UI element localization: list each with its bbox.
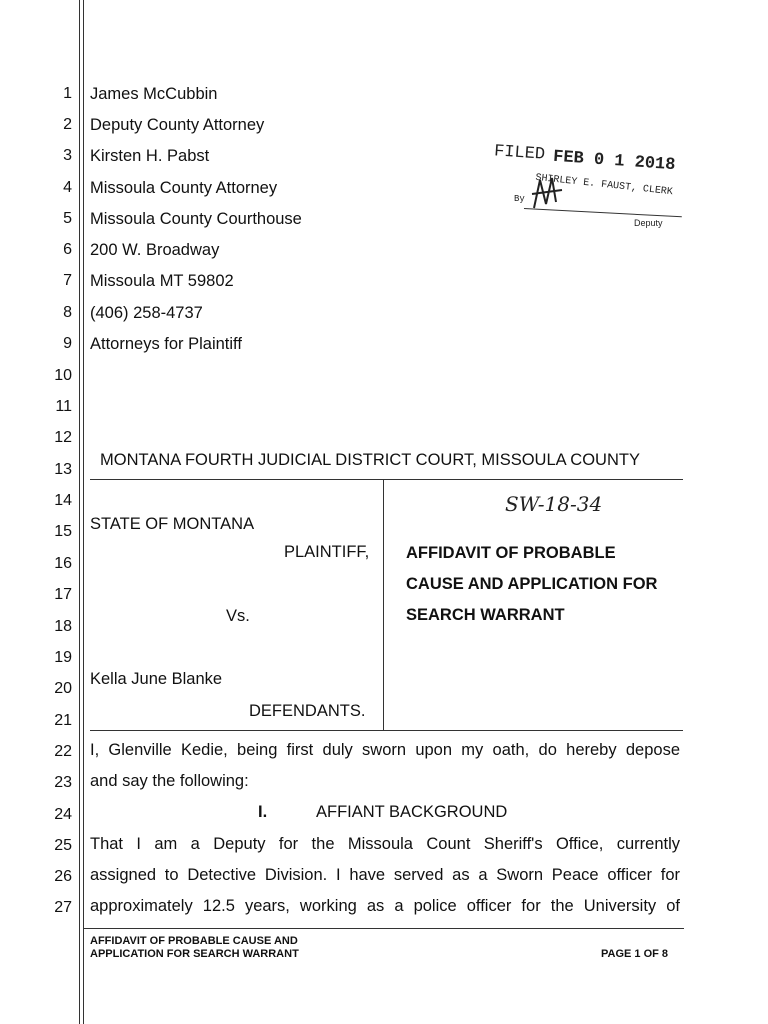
attorney-line: Missoula MT 59802 <box>90 272 234 290</box>
attorney-line: 200 W. Broadway <box>90 241 220 259</box>
line-number: 13 <box>54 461 72 478</box>
line-number: 24 <box>54 806 72 823</box>
line-number: 27 <box>54 899 72 916</box>
section-number: I. <box>258 803 268 821</box>
filed-stamp-deputy: Deputy <box>634 218 663 228</box>
line-number: 23 <box>54 774 72 791</box>
body-line: approximately 12.5 years, working as a police officer for the University of <box>90 897 680 915</box>
body-line: and say the following: <box>90 772 249 790</box>
attorney-line: Deputy County Attorney <box>90 116 265 134</box>
line-number: 8 <box>63 304 72 321</box>
line-number: 6 <box>63 241 72 258</box>
footer-page-number: PAGE 1 OF 8 <box>601 948 669 960</box>
attorney-line: (406) 258-4737 <box>90 304 203 322</box>
case-number-handwritten: SW-18-34 <box>505 492 603 516</box>
caption-bottom-line <box>90 730 683 731</box>
line-number: 25 <box>54 837 72 854</box>
line-number: 19 <box>54 649 72 666</box>
doc-title-line: SEARCH WARRANT <box>406 606 565 624</box>
attorney-line: James McCubbin <box>90 85 218 103</box>
filed-stamp-by: By <box>514 194 525 204</box>
line-number: 18 <box>54 618 72 635</box>
attorney-line: Missoula County Attorney <box>90 179 278 197</box>
filed-stamp-date: FEB 0 1 2018 <box>552 147 676 176</box>
section-title: AFFIANT BACKGROUND <box>316 803 508 821</box>
line-number: 22 <box>54 743 72 760</box>
left-margin-line <box>79 0 80 1024</box>
court-title: MONTANA FOURTH JUDICIAL DISTRICT COURT, MISSOULA COUNTY <box>100 451 640 469</box>
footer-title-line: AFFIDAVIT OF PROBABLE CAUSE AND <box>90 935 298 947</box>
line-number: 5 <box>63 210 72 227</box>
doc-title-line: CAUSE AND APPLICATION FOR <box>406 575 658 593</box>
line-number: 12 <box>54 429 72 446</box>
line-number: 26 <box>54 868 72 885</box>
caption-divider <box>383 479 384 730</box>
body-line: I, Glenville Kedie, being first duly sworn upon my oath, do hereby depose <box>90 741 680 759</box>
attorney-line: Attorneys for Plaintiff <box>90 335 242 353</box>
filed-stamp-filed: FILED <box>493 142 546 165</box>
line-number: 14 <box>54 492 72 509</box>
line-number: 21 <box>54 712 72 729</box>
caption-top-line <box>90 479 683 480</box>
line-number: 11 <box>55 398 72 415</box>
line-number: 3 <box>63 147 72 164</box>
line-number: 20 <box>54 680 72 697</box>
line-number: 9 <box>63 335 72 352</box>
filed-stamp-clerk: SHIRLEY E. FAUST, CLERK <box>534 172 674 199</box>
doc-title-line: AFFIDAVIT OF PROBABLE <box>406 544 616 562</box>
body-line: assigned to Detective Division. I have served as a Sworn Peace officer for <box>90 866 680 884</box>
footer-rule <box>84 928 684 929</box>
line-number: 10 <box>54 367 72 384</box>
line-number: 17 <box>54 586 72 603</box>
caption-defendant-name: Kella June Blanke <box>90 670 223 688</box>
line-number: 16 <box>54 555 72 572</box>
caption-state: STATE OF MONTANA <box>90 515 255 533</box>
caption-defendants: DEFENDANTS. <box>249 702 366 720</box>
footer-title-line: APPLICATION FOR SEARCH WARRANT <box>90 948 299 960</box>
caption-vs: Vs. <box>226 607 250 625</box>
caption-plaintiff: PLAINTIFF, <box>284 543 370 561</box>
attorney-line: Missoula County Courthouse <box>90 210 302 228</box>
line-number: 2 <box>63 116 72 133</box>
attorney-line: Kirsten H. Pabst <box>90 147 210 165</box>
line-number: 7 <box>63 272 72 289</box>
left-margin-line-inner <box>83 0 84 1024</box>
line-number: 15 <box>54 523 72 540</box>
line-number: 4 <box>63 179 72 196</box>
line-number: 1 <box>63 85 72 102</box>
body-line: That I am a Deputy for the Missoula Count Sheriff's Office, currently <box>90 835 680 853</box>
